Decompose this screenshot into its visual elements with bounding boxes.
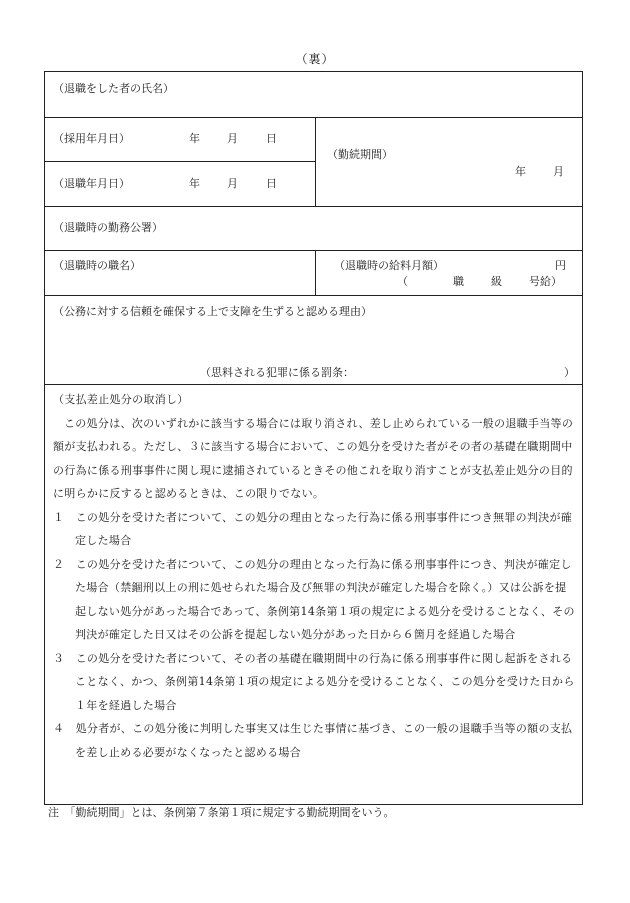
grade-level-unit: 級 — [491, 275, 502, 288]
retire-date-label: （退職年月日） — [53, 177, 130, 190]
cancellation-section — [53, 388, 575, 764]
cancellation-item: ３ この処分を受けた者について、その者の基礎在職期間中の行為に係る刑事事件に関し起訴をされることなく、かつ、条例第14条第１項の規定による処分を受けることなく、この処分を受けた日から１年を経過した場合 — [53, 651, 575, 712]
hire-year-unit: 年 — [189, 132, 200, 145]
row-divider — [45, 206, 582, 207]
service-year-unit: 年 — [515, 165, 526, 178]
row-divider — [45, 250, 582, 251]
retire-month-unit: 月 — [227, 177, 238, 190]
grade-class-unit: 職 — [453, 275, 464, 288]
office-label: （退職時の勤務公署） — [53, 221, 163, 234]
hire-day-unit: 日 — [266, 132, 277, 145]
row-divider — [45, 117, 582, 118]
service-month-unit: 月 — [553, 165, 564, 178]
cancellation-item: ４ 処分者が、この処分後に判明した事実又は生じた事情に基づき、この一般の退職手当等の額の支払を差し止める必要がなくなったと認める場合 — [53, 722, 573, 759]
cancellation-heading: （支払差止処分の取消し） — [53, 393, 189, 406]
hire-month-unit: 月 — [227, 132, 238, 145]
salary-unit: 円 — [555, 259, 566, 272]
row-divider — [45, 161, 315, 162]
row-divider — [45, 384, 582, 385]
hire-date-label: （採用年月日） — [53, 132, 130, 145]
page-title: （裏） — [295, 52, 335, 66]
column-divider — [315, 250, 316, 295]
service-period-label: （勤続期間） — [327, 148, 393, 161]
footnote: 注 「勤続期間」とは、条例第７条第１項に規定する勤続期間をいう。 — [48, 806, 395, 819]
retire-year-unit: 年 — [189, 177, 200, 190]
name-label: （退職をした者の氏名） — [53, 82, 174, 95]
retirement-form — [44, 71, 583, 805]
cancellation-intro: この処分は、次のいずれかに該当する場合には取り消され、差し止められている一般の退職手当等の額が支払われる。ただし、３に該当する場合において、この処分を受けた者がその者の基礎在職期間中の行為に係る刑事事件に関し現に逮捕されているときその他これを取り消すことが支払差止処分の目的に明らかに反すると認めるときは、この限りでない。 — [53, 416, 574, 500]
row-divider — [45, 295, 582, 296]
penalty-label: （思料される犯罪に係る罰条： — [200, 366, 354, 379]
column-divider — [315, 117, 316, 206]
position-label: （退職時の職名） — [53, 259, 141, 272]
retire-day-unit: 日 — [266, 177, 277, 190]
penalty-close-paren: ） — [564, 366, 575, 379]
cancellation-item: １ この処分を受けた者について、この処分の理由となった行為に係る刑事事件につき無罪の判決が確定した場合 — [53, 510, 573, 547]
cancellation-item: ２ この処分を受けた者について、この処分の理由となった行為に係る刑事事件につき、判決が確定した場合（禁錮刑以上の刑に処せられた場合及び無罪の判決が確定した場合を除く。）又は公訴を提起しない処分があった場合であって、条例第14条第１項の規定による処分を受けることなく、その判決が確定した日又はその公訴を提起しない処分があった日から６箇月を経過した場合 — [53, 557, 575, 641]
grade-step-unit: 号給） — [529, 275, 562, 288]
grade-open-paren: （ — [397, 275, 408, 288]
reason-label: （公務に対する信頼を確保する上で支障を生ずると認める理由） — [53, 305, 372, 318]
salary-label: （退職時の給料月額） — [334, 259, 444, 272]
